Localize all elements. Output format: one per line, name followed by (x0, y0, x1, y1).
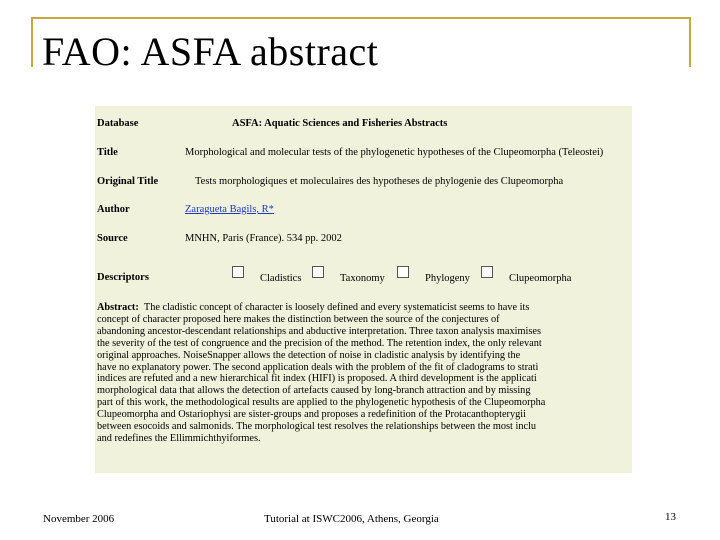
footer-event: Tutorial at ISWC2006, Athens, Georgia (264, 513, 439, 525)
frame-right-line (689, 17, 691, 67)
author-link[interactable]: Zaragueta Bagils, R* (185, 204, 274, 215)
abstract-line: concept of character proposed here makes the distinction between the source of the conjectures of (97, 313, 500, 325)
source-label: Source (97, 233, 128, 244)
abstract-line (97, 302, 632, 314)
frame-top-line (31, 17, 691, 19)
descriptor-label-taxonomy: Taxonomy (340, 273, 385, 284)
descriptor-label-cladistics: Cladistics (260, 273, 302, 284)
descriptor-label-phylogeny: Phylogeny (425, 273, 470, 284)
descriptor-checkbox-phylogeny[interactable] (397, 266, 409, 278)
asfa-record-screenshot (95, 106, 632, 473)
abstract-line: original approaches. NoiseSnapper allows the detection of noise in cladistic analysis by identifying the (97, 349, 521, 361)
abstract-line: and redefines the Ellimmichthyiformes. (97, 432, 261, 444)
descriptor-checkbox-cladistics[interactable] (232, 266, 244, 278)
abstract-line: the severity of the test of congruence and the precision of the method. The retention index, the only relevant (97, 337, 542, 349)
descriptor-clupeomorpha (481, 272, 571, 284)
title-value: Morphological and molecular tests of the phylogenetic hypotheses of the Clupeomorpha (Teleostei) (185, 147, 604, 158)
descriptors-row (97, 272, 632, 288)
original-title-value: Tests morphologiques et moleculaires des hypotheses de phylogenie des Clupeomorpha (195, 176, 564, 187)
original-title-label: Original Title (97, 176, 159, 187)
database-value: ASFA: Aquatic Sciences and Fisheries Abstracts (232, 118, 448, 129)
descriptor-checkbox-taxonomy[interactable] (312, 266, 324, 278)
abstract-label: Abstract: (97, 302, 139, 313)
abstract-block (97, 302, 632, 445)
frame-left-line (31, 17, 33, 67)
descriptor-label-clupeomorpha: Clupeomorpha (509, 273, 572, 284)
abstract-line: Clupeomorpha and Ostariophysi are sister-groups and proposes a redefinition of the Protacanthopterygii (97, 409, 527, 421)
page-number: 13 (665, 511, 676, 523)
author-label: Author (97, 204, 130, 215)
database-label: Database (97, 118, 139, 129)
abstract-line: abandoning ancestor-descendant relationships and abductive interpretation. Three taxon analysis maximises (97, 325, 541, 337)
descriptor-checkbox-clupeomorpha[interactable] (481, 266, 493, 278)
descriptors-label: Descriptors (97, 272, 149, 283)
slide-title: FAO: ASFA abstract (42, 29, 379, 74)
footer-date: November 2006 (43, 513, 115, 525)
title-label: Title (97, 147, 118, 158)
abstract-line: between esocoids and salmonids. The morphological test resolves the relationships between the most inclu (97, 421, 537, 433)
descriptor-cladistics (232, 272, 301, 284)
abstract-line: morphological data that allows the detection of artefacts caused by long-branch attraction and by missing (97, 385, 531, 397)
abstract-line: part of this work, the methodological results are applied to the phylogenetic hypothesis of the Clupeomorpha (97, 397, 546, 409)
descriptor-phylogeny (397, 272, 470, 284)
abstract-text: The cladistic concept of character is loosely defined and every systematicist seems to have its (143, 302, 530, 313)
abstract-line: have no explanatory power. The second application deals with the problem of the fit of cladograms to strati (97, 361, 539, 373)
source-value: MNHN, Paris (France). 534 pp. 2002 (185, 233, 342, 244)
abstract-line: indices are refuted and a new hierarchical fit index (HIFI) is proposed. A third development is the applicati (97, 373, 537, 385)
descriptor-taxonomy (312, 272, 385, 284)
